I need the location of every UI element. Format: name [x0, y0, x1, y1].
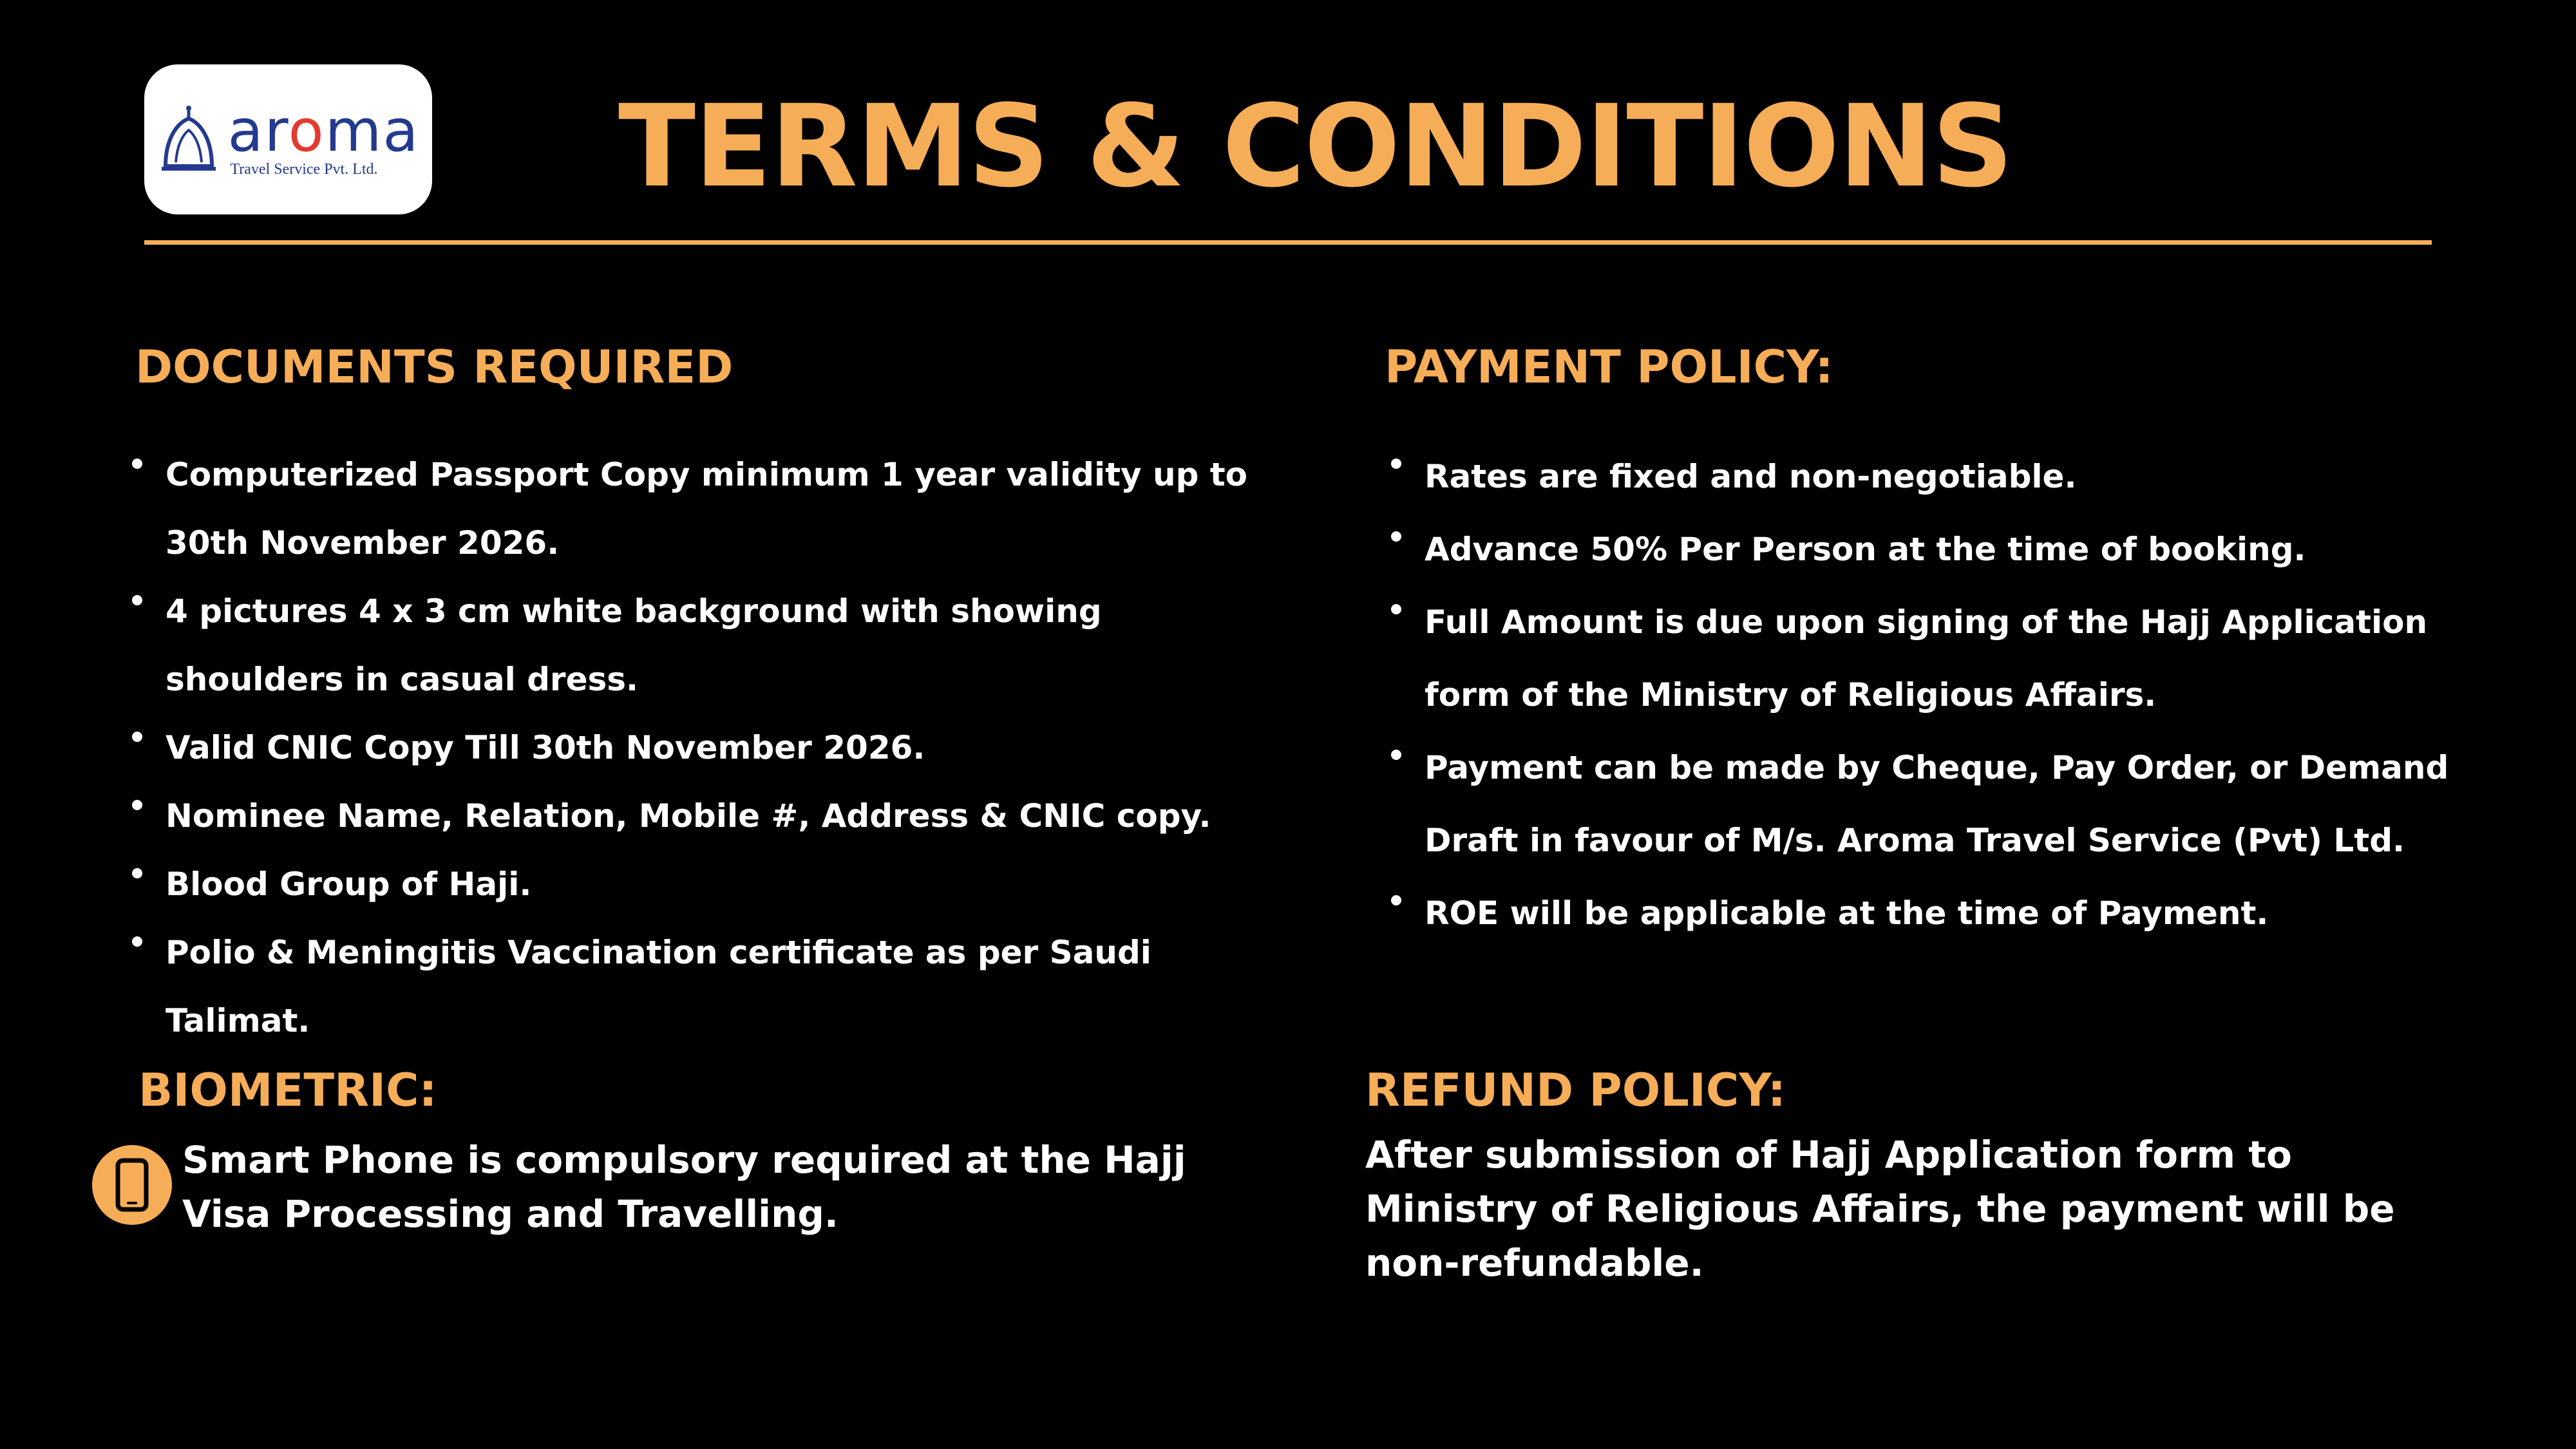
biometric-text: Smart Phone is compulsory required at the Hajj Visa Processing and Travelling.: [182, 1138, 1186, 1236]
title-divider: [144, 240, 2432, 245]
biometric-heading: BIOMETRIC:: [138, 1064, 437, 1117]
list-item: Valid CNIC Copy Till 30th November 2026.: [132, 714, 1265, 782]
list-item: ROE will be applicable at the time of Payment.: [1391, 877, 2512, 950]
refund-text: After submission of Hajj Application form to Ministry of Religious Affairs, the payment will be non-refundable.: [1365, 1133, 2395, 1285]
documents-heading: DOCUMENTS REQUIRED: [135, 341, 734, 393]
logo-wordmark: aroma: [227, 97, 420, 165]
payment-list: [1391, 440, 2512, 950]
list-item: Full Amount is due upon signing of the Hajj Application form of the Ministry of Religious Affairs.: [1391, 586, 2512, 732]
logo-tagline: Travel Service Pvt. Ltd.: [230, 160, 378, 178]
list-item: Polio & Meningitis Vaccination certificate as per Saudi Talimat.: [132, 918, 1265, 1055]
list-item: Rates are fixed and non-negotiable.: [1391, 440, 2512, 513]
company-logo: [144, 64, 432, 214]
documents-list: [132, 440, 1265, 1055]
mosque-dome-icon: [156, 104, 221, 175]
list-item: Advance 50% Per Person at the time of booking.: [1391, 513, 2512, 586]
list-item: Computerized Passport Copy minimum 1 year validity up to 30th November 2026.: [132, 440, 1265, 577]
list-item: Nominee Name, Relation, Mobile #, Address & CNIC copy.: [132, 782, 1265, 850]
smartphone-icon: [92, 1145, 172, 1225]
page-title: TERMS & CONDITIONS: [618, 80, 2012, 213]
list-item: Payment can be made by Cheque, Pay Order, or Demand Draft in favour of M/s. Aroma Travel Service (Pvt) Ltd.: [1391, 732, 2512, 877]
list-item: Blood Group of Haji.: [132, 850, 1265, 918]
list-item: 4 pictures 4 x 3 cm white background with showing shoulders in casual dress.: [132, 577, 1265, 714]
payment-heading: PAYMENT POLICY:: [1385, 341, 1833, 393]
refund-heading: REFUND POLICY:: [1365, 1064, 1786, 1117]
